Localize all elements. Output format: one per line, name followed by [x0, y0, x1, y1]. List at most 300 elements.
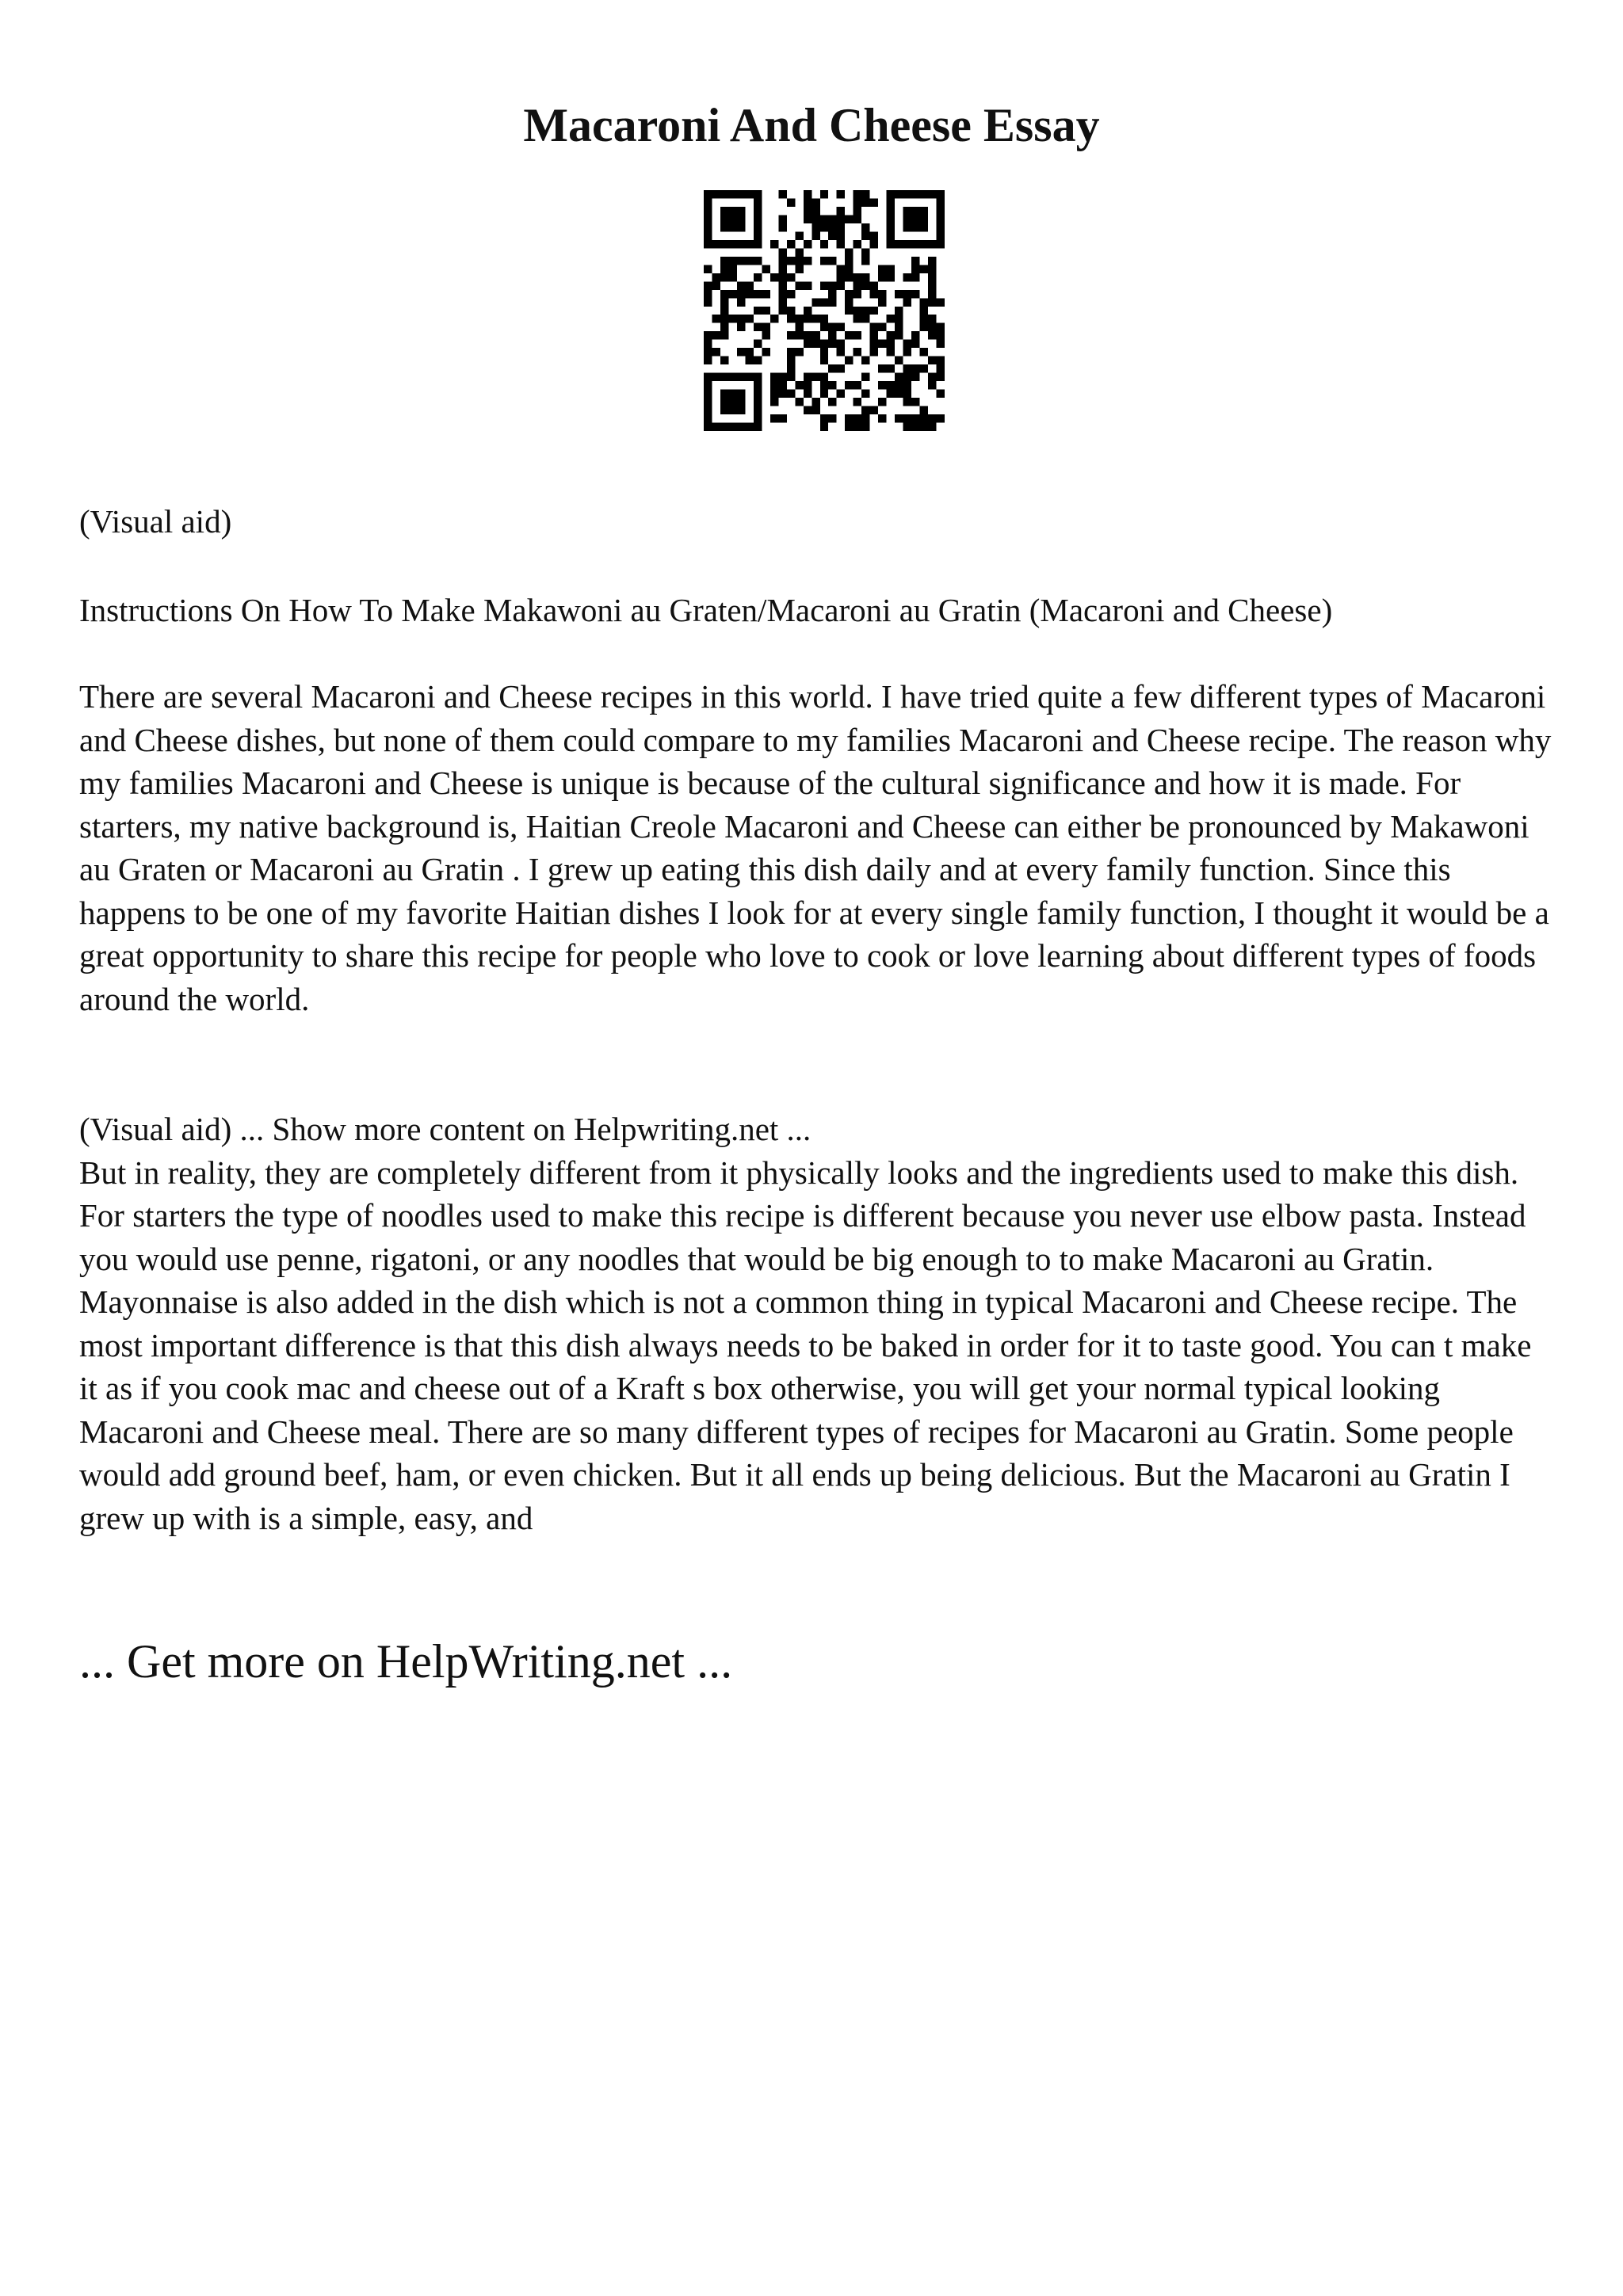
qr-module: [737, 373, 745, 381]
qr-module: [787, 240, 795, 248]
qr-module: [704, 290, 712, 298]
qr-module: [712, 373, 720, 381]
qr-module: [828, 414, 836, 422]
qr-module: [804, 331, 812, 339]
qr-module: [911, 290, 919, 298]
qr-module: [720, 390, 728, 398]
qr-module: [728, 273, 736, 281]
qr-module: [795, 323, 803, 331]
qr-module: [754, 406, 762, 414]
qr-module: [778, 298, 786, 306]
qr-module: [728, 398, 736, 406]
qr-module: [903, 423, 911, 431]
qr-module: [854, 423, 861, 431]
qr-module: [804, 373, 812, 381]
qr-module: [704, 390, 712, 398]
qr-module: [937, 340, 945, 348]
qr-module: [737, 290, 745, 298]
qr-module: [754, 273, 762, 281]
qr-module: [837, 240, 845, 248]
qr-module: [887, 340, 895, 348]
qr-module: [720, 240, 728, 248]
qr-module: [870, 307, 878, 315]
qr-module: [928, 240, 936, 248]
qr-module: [828, 290, 836, 298]
qr-module: [937, 223, 945, 231]
qr-module: [720, 223, 728, 231]
qr-module: [720, 357, 728, 364]
qr-module: [854, 240, 861, 248]
qr-module: [920, 423, 928, 431]
qr-module: [928, 290, 936, 298]
qr-module: [820, 223, 828, 231]
qr-module: [745, 281, 753, 289]
qr-module: [878, 265, 886, 273]
qr-module: [704, 357, 712, 364]
qr-module: [795, 398, 803, 406]
qr-module: [812, 331, 819, 339]
qr-module: [812, 373, 819, 381]
qr-module: [704, 198, 712, 206]
qr-module: [920, 207, 928, 215]
qr-module: [795, 381, 803, 389]
qr-module: [745, 315, 753, 322]
qr-module: [795, 265, 803, 273]
qr-module: [720, 257, 728, 265]
qr-module: [754, 257, 762, 265]
qr-module: [920, 348, 928, 356]
qr-module: [911, 398, 919, 406]
qr-module: [887, 331, 895, 339]
qr-module: [728, 215, 736, 223]
qr-module: [820, 215, 828, 223]
qr-module: [903, 364, 911, 372]
qr-module: [704, 281, 712, 289]
qr-module: [754, 381, 762, 389]
qr-module: [712, 273, 720, 281]
qr-module: [837, 215, 845, 223]
qr-module: [870, 340, 878, 348]
qr-module: [895, 315, 903, 322]
qr-code-icon[interactable]: [704, 190, 945, 431]
qr-module: [728, 315, 736, 322]
qr-module: [720, 406, 728, 414]
qr-module: [720, 207, 728, 215]
qr-module: [854, 215, 861, 223]
qr-module: [928, 357, 936, 364]
qr-module: [903, 207, 911, 215]
qr-module: [720, 215, 728, 223]
qr-module: [770, 240, 778, 248]
qr-module: [895, 373, 903, 381]
qr-module: [704, 398, 712, 406]
qr-module: [778, 215, 786, 223]
qr-module: [861, 414, 869, 422]
qr-module: [887, 315, 895, 322]
qr-module: [804, 315, 812, 322]
qr-module: [728, 290, 736, 298]
qr-module: [745, 190, 753, 198]
qr-module: [845, 331, 853, 339]
qr-module: [754, 231, 762, 239]
qr-module: [937, 323, 945, 331]
qr-module: [778, 223, 786, 231]
qr-module: [770, 381, 778, 389]
qr-module: [720, 315, 728, 322]
qr-module: [903, 215, 911, 223]
qr-module: [903, 381, 911, 389]
qr-module: [870, 331, 878, 339]
qr-module: [911, 215, 919, 223]
qr-module: [778, 307, 786, 315]
qr-module: [804, 381, 812, 389]
qr-module: [728, 373, 736, 381]
qr-module: [770, 373, 778, 381]
qr-module: [920, 240, 928, 248]
qr-module: [804, 190, 812, 198]
qr-module: [820, 423, 828, 431]
qr-module: [837, 340, 845, 348]
qr-module: [795, 348, 803, 356]
qr-module: [937, 231, 945, 239]
qr-module: [778, 257, 786, 265]
qr-module: [861, 373, 869, 381]
qr-module: [854, 290, 861, 298]
qr-module: [861, 281, 869, 289]
qr-module: [845, 423, 853, 431]
qr-module: [911, 223, 919, 231]
qr-module: [895, 390, 903, 398]
qr-module: [787, 357, 795, 364]
qr-module: [820, 281, 828, 289]
qr-module: [937, 207, 945, 215]
qr-module: [754, 207, 762, 215]
qr-module: [712, 240, 720, 248]
qr-module: [737, 390, 745, 398]
get-more-link[interactable]: ... Get more on HelpWriting.net ...: [79, 1635, 733, 1688]
qr-module: [895, 414, 903, 422]
qr-module: [762, 323, 769, 331]
qr-module: [903, 190, 911, 198]
qr-module: [704, 381, 712, 389]
qr-module: [778, 381, 786, 389]
qr-module: [787, 257, 795, 265]
qr-module: [854, 398, 861, 406]
qr-module: [778, 373, 786, 381]
qr-module: [704, 414, 712, 422]
qr-module: [754, 190, 762, 198]
qr-module: [870, 231, 878, 239]
qr-module: [903, 290, 911, 298]
qr-module: [854, 198, 861, 206]
qr-module: [937, 298, 945, 306]
qr-module: [754, 423, 762, 431]
qr-module: [878, 290, 886, 298]
qr-module: [704, 406, 712, 414]
essay-paragraph-2: [79, 1108, 1553, 1539]
qr-module: [770, 315, 778, 322]
qr-module: [737, 281, 745, 289]
qr-module: [828, 281, 836, 289]
qr-module: [737, 423, 745, 431]
qr-module: [887, 364, 895, 372]
qr-module: [878, 273, 886, 281]
qr-module: [770, 273, 778, 281]
qr-module: [820, 381, 828, 389]
qr-module: [737, 207, 745, 215]
qr-module: [754, 290, 762, 298]
qr-module: [712, 423, 720, 431]
qr-module: [837, 273, 845, 281]
qr-module: [812, 315, 819, 322]
qr-module: [928, 423, 936, 431]
qr-module: [928, 315, 936, 322]
qr-module: [804, 215, 812, 223]
qr-module: [804, 390, 812, 398]
qr-module: [828, 298, 836, 306]
qr-module: [837, 207, 845, 215]
qr-module: [887, 273, 895, 281]
qr-module: [812, 223, 819, 231]
qr-module: [920, 190, 928, 198]
qr-module: [903, 298, 911, 306]
qr-module: [704, 265, 712, 273]
qr-module: [754, 398, 762, 406]
qr-module: [920, 215, 928, 223]
qr-module: [787, 390, 795, 398]
qr-module: [812, 398, 819, 406]
qr-module: [745, 423, 753, 431]
qr-module: [745, 348, 753, 356]
qr-module: [712, 315, 720, 322]
qr-module: [812, 340, 819, 348]
qr-module: [903, 414, 911, 422]
qr-module: [937, 390, 945, 398]
qr-module: [728, 257, 736, 265]
qr-module: [820, 190, 828, 198]
qr-module: [845, 257, 853, 265]
qr-module: [887, 231, 895, 239]
qr-module: [820, 323, 828, 331]
qr-module: [937, 357, 945, 364]
qr-module: [770, 390, 778, 398]
qr-module: [828, 364, 836, 372]
qr-module: [845, 414, 853, 422]
qr-module: [837, 323, 845, 331]
qr-module: [795, 281, 803, 289]
qr-module: [754, 198, 762, 206]
qr-module: [887, 223, 895, 231]
qr-module: [887, 207, 895, 215]
qr-module: [903, 348, 911, 356]
show-more-link[interactable]: ... Show more content on Helpwriting.net ...: [231, 1111, 812, 1147]
qr-module: [920, 223, 928, 231]
qr-module: [795, 248, 803, 256]
qr-module: [745, 290, 753, 298]
qr-module: [745, 257, 753, 265]
qr-module: [920, 307, 928, 315]
qr-module: [854, 348, 861, 356]
qr-module: [861, 273, 869, 281]
qr-module: [804, 207, 812, 215]
qr-module: [728, 265, 736, 273]
qr-module: [737, 190, 745, 198]
qr-module: [937, 414, 945, 422]
qr-module: [861, 257, 869, 265]
qr-module: [937, 373, 945, 381]
qr-module: [854, 381, 861, 389]
qr-module: [728, 240, 736, 248]
qr-module: [845, 357, 853, 364]
qr-module: [828, 215, 836, 223]
qr-module: [804, 307, 812, 315]
qr-module: [795, 331, 803, 339]
qr-module: [820, 340, 828, 348]
qr-module: [878, 323, 886, 331]
qr-module: [861, 390, 869, 398]
qr-module: [895, 331, 903, 339]
qr-module: [812, 215, 819, 223]
qr-module: [895, 240, 903, 248]
qr-module: [845, 248, 853, 256]
qr-module: [920, 364, 928, 372]
qr-module: [737, 398, 745, 406]
qr-module: [787, 307, 795, 315]
qr-module: [878, 414, 886, 422]
qr-module: [895, 190, 903, 198]
qr-module: [887, 190, 895, 198]
qr-module: [845, 273, 853, 281]
qr-module: [737, 348, 745, 356]
qr-module: [911, 273, 919, 281]
qr-module: [911, 240, 919, 248]
qr-module: [928, 298, 936, 306]
qr-module: [754, 357, 762, 364]
qr-module: [870, 281, 878, 289]
qr-module: [828, 231, 836, 239]
qr-module: [854, 190, 861, 198]
qr-module: [812, 298, 819, 306]
qr-module: [787, 373, 795, 381]
qr-module: [754, 390, 762, 398]
qr-module: [828, 323, 836, 331]
qr-module: [845, 215, 853, 223]
qr-module: [854, 315, 861, 322]
qr-module: [903, 273, 911, 281]
qr-module: [795, 315, 803, 322]
qr-module: [903, 340, 911, 348]
qr-module: [754, 307, 762, 315]
qr-module: [828, 398, 836, 406]
qr-module: [887, 265, 895, 273]
qr-module: [911, 414, 919, 422]
qr-module: [737, 240, 745, 248]
qr-module: [778, 190, 786, 198]
qr-module: [720, 331, 728, 339]
qr-module: [928, 381, 936, 389]
qr-module: [878, 364, 886, 372]
qr-module: [920, 323, 928, 331]
qr-module: [704, 331, 712, 339]
qr-module: [778, 281, 786, 289]
qr-module: [837, 364, 845, 372]
qr-module: [795, 231, 803, 239]
qr-module: [728, 207, 736, 215]
qr-module: [745, 240, 753, 248]
qr-module: [911, 265, 919, 273]
qr-module: [720, 398, 728, 406]
qr-module: [770, 414, 778, 422]
qr-module: [887, 215, 895, 223]
qr-module: [911, 207, 919, 215]
qr-module: [712, 348, 720, 356]
qr-module: [903, 240, 911, 248]
qr-module: [920, 315, 928, 322]
qr-module: [837, 223, 845, 231]
qr-module: [820, 298, 828, 306]
qr-module: [911, 423, 919, 431]
qr-module: [845, 298, 853, 306]
qr-module: [778, 265, 786, 273]
qr-module: [837, 190, 845, 198]
qr-module: [920, 265, 928, 273]
qr-module: [861, 248, 869, 256]
qr-module: [820, 348, 828, 356]
qr-module: [837, 348, 845, 356]
qr-module: [745, 357, 753, 364]
qr-module: [754, 223, 762, 231]
qr-module: [878, 298, 886, 306]
qr-module: [928, 273, 936, 281]
qr-module: [870, 240, 878, 248]
qr-module: [728, 406, 736, 414]
qr-module: [903, 390, 911, 398]
qr-code-graphic: [704, 190, 945, 431]
qr-module: [845, 381, 853, 389]
qr-module: [720, 265, 728, 273]
qr-module: [737, 315, 745, 322]
qr-module: [720, 298, 728, 306]
qr-module: [720, 307, 728, 315]
qr-module: [704, 423, 712, 431]
qr-module: [754, 414, 762, 422]
qr-module: [778, 390, 786, 398]
qr-module: [861, 223, 869, 231]
qr-module: [704, 340, 712, 348]
qr-module: [878, 340, 886, 348]
qr-module: [762, 307, 769, 315]
qr-module: [861, 307, 869, 315]
qr-module: [728, 390, 736, 398]
qr-module: [720, 273, 728, 281]
qr-module: [778, 273, 786, 281]
qr-module: [911, 340, 919, 348]
qr-module: [870, 290, 878, 298]
qr-module: [837, 231, 845, 239]
qr-module: [928, 257, 936, 265]
qr-module: [854, 414, 861, 422]
qr-module: [787, 273, 795, 281]
qr-module: [845, 307, 853, 315]
qr-module: [937, 331, 945, 339]
qr-module: [778, 414, 786, 422]
qr-module: [787, 290, 795, 298]
qr-module: [804, 257, 812, 265]
qr-module: [928, 281, 936, 289]
qr-module: [745, 373, 753, 381]
instructions-heading: Instructions On How To Make Makawoni au Graten/Macaroni au Gratin (Macaroni and Cheese): [79, 592, 1333, 628]
qr-module: [720, 373, 728, 381]
